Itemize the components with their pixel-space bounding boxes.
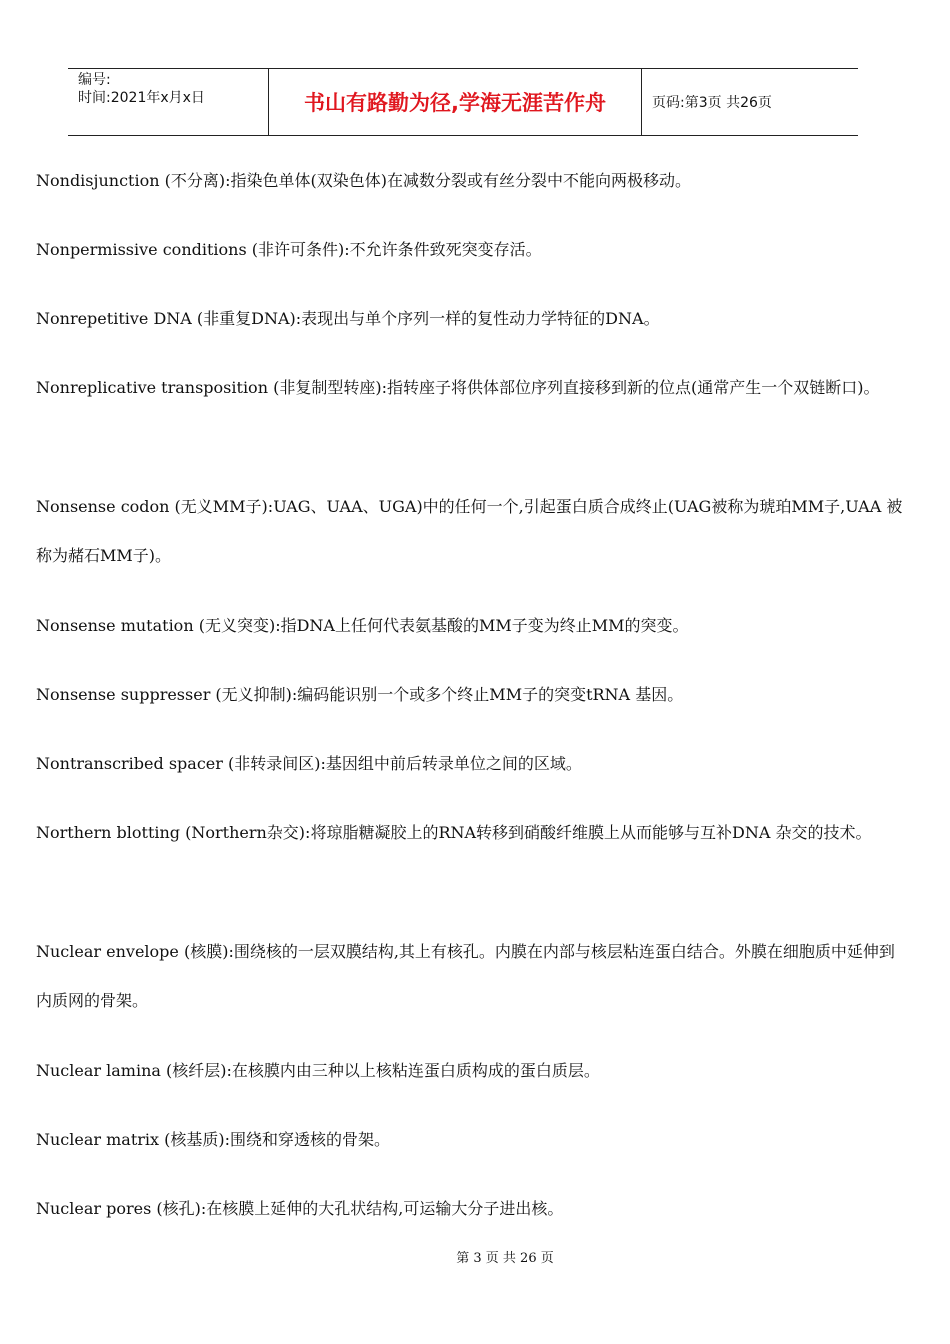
glossary-entry: Nonsense mutation (无义突变):指DNA上任何代表氨基酸的MM子变为终止MM的突变。 xyxy=(36,616,689,635)
glossary-entry: Nuclear pores (核孔):在核膜上延伸的大孔状结构,可运输大分子进出核。 xyxy=(36,1199,564,1218)
glossary-entry: Nuclear matrix (核基质):围绕和穿透核的骨架。 xyxy=(36,1130,391,1149)
header-meta-cell xyxy=(68,69,269,135)
glossary-entry: Nonpermissive conditions (非许可条件):不允许条件致死突变存活。 xyxy=(36,240,542,259)
page-footer xyxy=(0,1247,950,1266)
glossary-entry: Northern blotting (Northern杂交):将琼脂糖凝胶上的RNA转移到硝酸纤维膜上从而能够与互补DNA 杂交的技术。 xyxy=(36,823,872,842)
glossary-entry: Nonrepetitive DNA (非重复DNA):表现出与单个序列一样的复性动力学特征的DNA。 xyxy=(36,309,660,328)
glossary-entry: Nonsense codon (无义MM子):UAG、UAA、UGA)中的任何一个,引起蛋白质合成终止(UAG被称为琥珀MM子,UAA 被称为赭石MM子)。 xyxy=(36,497,903,565)
glossary-entry: Nonreplicative transposition (非复制型转座):指转座子将供体部位序列直接移到新的位点(通常产生一个双链断口)。 xyxy=(36,378,880,397)
header-page-cell xyxy=(642,69,858,135)
number-label: 编号: xyxy=(78,72,111,88)
document-header xyxy=(68,68,858,136)
motto-text: 书山有路勤为径,学海无涯苦作舟 xyxy=(304,91,606,115)
glossary-entry: Nontranscribed spacer (非转录间区):基因组中前后转录单位之间的区域。 xyxy=(36,754,582,773)
time-label: 时间:2021年x月x日 xyxy=(78,90,205,106)
footer-page-number: 第 3 页 共 26 页 xyxy=(456,1251,554,1266)
glossary-entry: Nuclear envelope (核膜):围绕核的一层双膜结构,其上有核孔。内膜在内部与核层粘连蛋白结合。外膜在细胞质中延伸到内质网的骨架。 xyxy=(36,942,895,1010)
page-code: 页码:第3页 共26页 xyxy=(652,95,772,111)
glossary-entry: Nuclear lamina (核纤层):在核膜内由三种以上核粘连蛋白质构成的蛋白质层。 xyxy=(36,1061,600,1080)
header-motto-cell xyxy=(269,69,642,135)
glossary-entry: Nonsense suppresser (无义抑制):编码能识别一个或多个终止MM子的突变tRNA 基因。 xyxy=(36,685,684,704)
glossary-entry: Nondisjunction (不分离):指染色单体(双染色体)在减数分裂或有丝分裂中不能向两极移动。 xyxy=(36,171,691,190)
